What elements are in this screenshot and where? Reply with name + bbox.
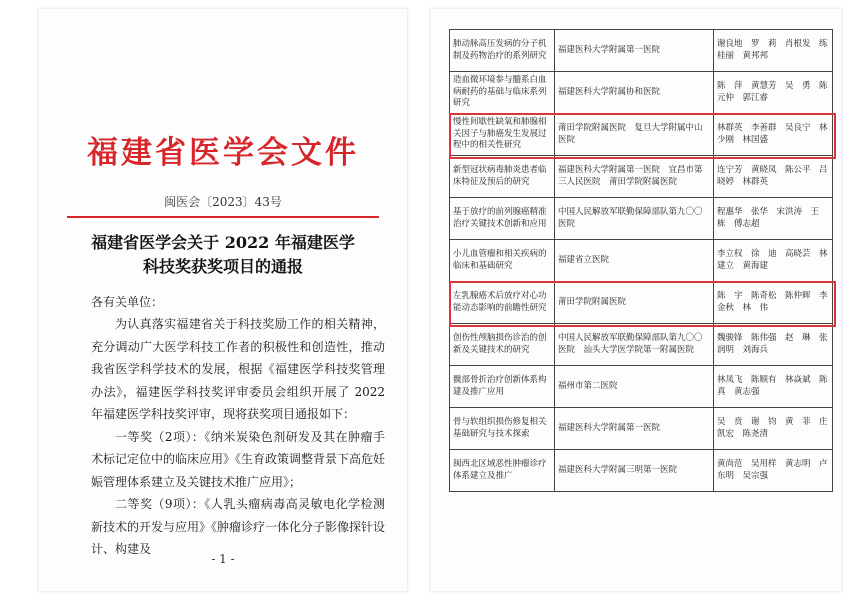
unit-cell: 莆田学院附属医院	[555, 282, 714, 324]
table-row	[450, 72, 833, 114]
unit-cell: 福州市第二医院	[555, 366, 714, 408]
red-divider	[67, 216, 379, 218]
left-document-page	[38, 8, 408, 592]
project-cell: 小儿血管瘤和相关疾病的临床和基础研究	[450, 240, 555, 282]
project-cell: 骨与软组织损伤修复相关基础研究与技术探索	[450, 408, 555, 450]
people-cell: 林群英 李善群 吴良宁 林少刚 林国盛	[714, 114, 833, 156]
unit-cell: 中国人民解放军联勤保障部队第九〇〇医院 汕头大学医学院第一附属医院	[555, 324, 714, 366]
body-text	[91, 313, 385, 561]
project-cell: 造血微环境参与髓系白血病耐药的基础与临床系列研究	[450, 72, 555, 114]
table-row	[450, 366, 833, 408]
title-line-1: 福建省医学会关于 2022 年福建医学	[91, 233, 355, 252]
paragraph: 为认真落实福建省关于科技奖励工作的相关精神，充分调动广大医学科技工作者的积极性和创造性，推动我省医学科学技术的发展，根据《福建医学科技奖管理办法》，福建医学科技奖评审委员会组织开展了 2022 年福建医学科技奖评审，现将获奖项目通报如下：	[91, 317, 385, 421]
project-cell: 闽西北区域恶性肿瘤诊疗体系建立及推广	[450, 450, 555, 492]
table-row	[450, 324, 833, 366]
people-cell: 陈 萍 黄慧芳 吴 勇 陈元仲 郭江睿	[714, 72, 833, 114]
paragraph: 二等奖（9项）：《人乳头瘤病毒高灵敏电化学检测新技术的开发与应用》《肿瘤诊疗一体化分子影像探针设计、构建及	[91, 497, 386, 556]
project-cell: 左乳腺癌术后放疗对心功能动态影响的前瞻性研究	[450, 282, 555, 324]
table-row-highlighted	[450, 282, 833, 324]
people-cell: 吴 贲 谢 钧 黄 菲 庄凯宏 陈尧清	[714, 408, 833, 450]
awards-table	[449, 29, 837, 492]
people-cell: 李立权 徐 迪 高晓芸 林建立 黄海建	[714, 240, 833, 282]
right-document-page	[430, 8, 842, 592]
people-cell: 林凤飞 陈顺有 林焱斌 陈 真 黄志强	[714, 366, 833, 408]
unit-cell: 莆田学院附属医院 复旦大学附属中山医院	[555, 114, 714, 156]
table-row	[450, 450, 833, 492]
project-cell: 创伤性颅脑损伤诊治的创新及关键技术的研究	[450, 324, 555, 366]
unit-cell: 福建医科大学附属第一医院 宜昌市第三人民医院 莆田学院附属医院	[555, 156, 714, 198]
project-cell: 新型冠状病毒肺炎患者临床特征及预后的研究	[450, 156, 555, 198]
unit-cell: 福建医科大学附属三明第一医院	[555, 450, 714, 492]
unit-cell: 福建医科大学附属协和医院	[555, 72, 714, 114]
people-cell: 连宁芳 黄晓凤 陈公平 吕晓婷 林群英	[714, 156, 833, 198]
people-cell: 程惠华 张华 宋洪涛 王 栋 傅志超	[714, 198, 833, 240]
document-number: 闽医会〔2023〕43号	[164, 195, 282, 209]
unit-cell: 中国人民解放军联勤保障部队第九〇〇医院	[555, 198, 714, 240]
people-cell: 黄尚范 吴用样 黄志明 卢东明 吴宗强	[714, 450, 833, 492]
table-row	[450, 408, 833, 450]
paragraph: 一等奖（2项）：《纳米炭染色剂研发及其在肿瘤手术标记定位中的临床应用》《生育政策调整背景下高危妊娠管理体系建立及关键技术推广应用》；	[91, 429, 386, 489]
project-cell: 慢性间歇性缺氧和肺腺相关因子与肺癌发生发展过程中的相关性研究	[450, 114, 555, 156]
table-row-highlighted	[450, 114, 833, 156]
salutation: 各有关单位：	[91, 295, 164, 309]
people-cell: 魏骏锋 陈伟强 赵 琳 张润明 刘海兵	[714, 324, 833, 366]
document-title	[39, 231, 407, 279]
document-header: 福建省医学会文件	[87, 135, 359, 171]
page-number: - 1 -	[211, 552, 235, 566]
table-row	[450, 198, 833, 240]
unit-cell: 福建医科大学附属第一医院	[555, 408, 714, 450]
table-row	[450, 30, 833, 72]
people-cell: 谢良地 罗 莉 肖根发 练桂丽 黄邦邦	[714, 30, 833, 72]
project-cell: 基于放疗的前列腺癌精准治疗关键技术创新和应用	[450, 198, 555, 240]
title-line-2: 科技奖获奖项目的通报	[142, 257, 303, 276]
unit-cell: 福建省立医院	[555, 240, 714, 282]
table-row	[450, 156, 833, 198]
project-cell: 髋部骨折治疗创新体系构建及推广应用	[450, 366, 555, 408]
project-cell: 肺动脉高压发病的分子机制及药物治疗的系列研究	[450, 30, 555, 72]
table-row	[450, 240, 833, 282]
unit-cell: 福建医科大学附属第一医院	[555, 30, 714, 72]
people-cell: 陈 宇 陈奇松 陈仲辉 李金秋 林 伟	[714, 282, 833, 324]
